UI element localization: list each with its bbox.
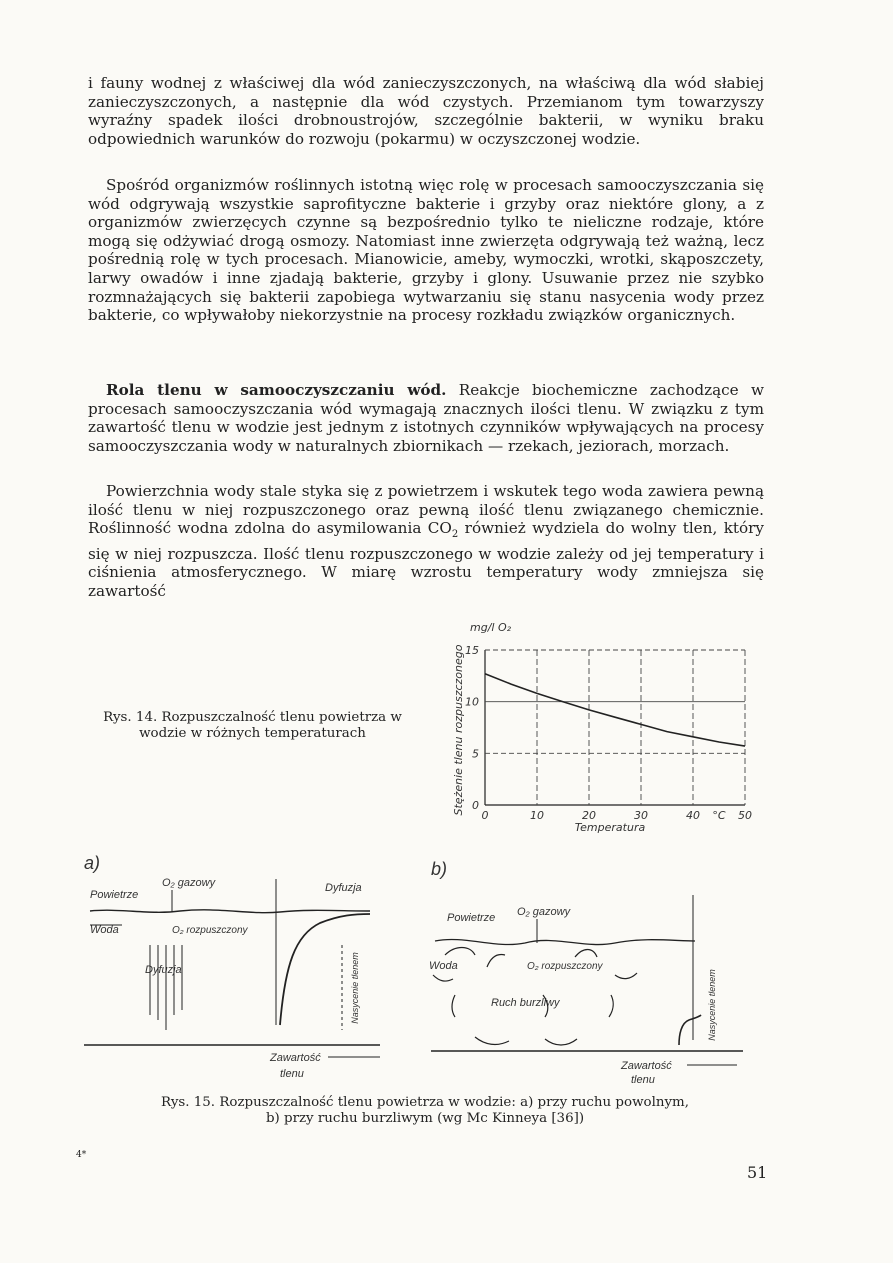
fig15a-diffusion-arrows [150, 945, 182, 1030]
fig15b-ruch: Ruch burzliwy [491, 997, 560, 1009]
paragraph-3 [88, 381, 764, 455]
page-number: 51 [747, 1163, 768, 1182]
fig15b-label: b) [431, 859, 448, 879]
figure-15-caption-line2: b) przy ruchu burzliwym (wg Mc Kinneya [36]) [265, 1111, 585, 1126]
chart-x-tick-label: 50 [738, 809, 752, 822]
paragraph-2 [88, 176, 764, 325]
paragraph-3-text: Reakcje biochemiczne zachodzące w procesach samooczyszczania wód wymagają znacznych ilości tlenu. W związku z tym zawartość tlenu w wodzie jest jednym z istotnych czynników wpływających na procesy samooczyszczania wody w naturalnych zbiornikach — rzekach, jeziorach, morzach. [88, 381, 764, 455]
chart-x-tick-label: 20 [582, 809, 596, 822]
fig15b-profile-curve [679, 1015, 701, 1045]
chart-x-tick-label: 0 [481, 809, 489, 822]
fig15a-powietrze: Powietrze [90, 889, 139, 901]
fig15a-o2-dissolved: O₂ rozpuszczony [172, 925, 248, 936]
figure-15-caption-line1: Rys. 15. Rozpuszczalność tlenu powietrza w wodzie: a) przy ruchu powolnym, [160, 1095, 690, 1110]
co2-subscript: 2 [451, 529, 459, 541]
figure-14-caption: Rys. 14. Rozpuszczalność tlenu powietrza w wodzie w różnych temperaturach [103, 710, 402, 741]
fig15b-o2-gas: O₂ gazowy [517, 906, 571, 918]
chart-series-line [485, 674, 745, 746]
figure-15a-diagram [80, 845, 400, 1080]
fig15a-dyfuzja-left: Dyfuzja [145, 964, 182, 976]
fig15a-zawartosc: Zawartość [270, 1052, 321, 1064]
chart-y-tick-label: 5 [472, 747, 479, 761]
chart-xlabel: Temperatura [574, 821, 646, 834]
fig15b-powietrze: Powietrze [447, 912, 496, 924]
chart-ticks [465, 644, 752, 822]
paragraph-4-text-b: również wydziela do wolny tlen, który się w niej rozpuszcza. Ilość tlenu rozpuszczonego w wodzie zależy od jej temperatury i ciśnienia atmosferycznego. W miarę wzrostu temperatury wody zmniejsza się zawartość [88, 519, 764, 600]
fig15a-o2-gas: O₂ gazowy [162, 877, 216, 889]
paragraph-2-text: Spośród organizmów roślinnych istotną więc rolę w procesach samooczyszczania się wód odgrywają wszystkie saprofityczne bakterie i grzyby oraz niektóre glony, a z organizmów zwierzęcych czynne są bezpośrednio tylko te nieliczne rodzaje, które mogą się odżywiać drogą osmozy. Natomiast inne zwierzęta odgrywają też ważną, lecz pośrednią rolę w tych procesach. Mianowicie, ameby, wymoczki, wrotki, skąposzczety, larwy owadów i inne zjadają bakterie, grzyby i glony. Usuwanie przez nie szybko rozmnażających się bakterii zapobiega wytwarzaniu się stanu nasycenia wody przez bakterie, co wpływałoby niekorzystnie na procesy rozkładu związków organicznych. [88, 176, 764, 325]
paragraph-1: i fauny wodnej z właściwej dla wód zanieczyszczonych, na właściwą dla wód słabiej zanieczyszczonych, a następnie dla wód czystych. Przemianom tym towarzyszy wyraźny spadek ilości drobnoustrojów, szczególnie bakterii, w wyniku braku odpowiednich warunków do rozwoju (pokarmu) w oczyszczonej wodzie. [88, 74, 764, 148]
chart-x-tick-label: 40 [686, 809, 700, 822]
paragraph-4 [88, 482, 764, 601]
section-heading: Rola tlenu w samooczyszczaniu wód. [106, 381, 447, 399]
chart-ylabel: Stężenie tlenu rozpuszczonego [452, 644, 465, 816]
fig15a-nasycenie: Nasycenie tlenem [350, 952, 360, 1024]
chart-x-tick-label: °C [712, 809, 726, 822]
chart-x-tick-label: 10 [530, 809, 544, 822]
fig15a-tlenu: tlenu [280, 1068, 304, 1080]
fig15b-woda: Woda [429, 960, 458, 972]
chart-grid [485, 650, 745, 805]
figure-14-chart [440, 615, 770, 835]
chart-x-tick-label: 30 [634, 809, 648, 822]
fig15a-label: a) [84, 853, 101, 873]
fig15a-woda: Woda [90, 924, 119, 936]
sheet-signature: 4* [76, 1150, 87, 1160]
figure-15b-diagram [425, 845, 755, 1085]
chart-y-tick-label: 15 [465, 644, 479, 657]
chart-y-tick-label: 0 [472, 799, 479, 812]
fig15b-zawartosc: Zawartość [621, 1060, 672, 1072]
figure-15-caption [80, 1095, 770, 1127]
fig15b-o2-dissolved: O₂ rozpuszczony [527, 961, 603, 972]
fig15b-surface [435, 939, 695, 944]
chart-y-tick-label: 10 [465, 695, 479, 709]
fig15a-dyfuzja-curve: Dyfuzja [325, 882, 362, 894]
fig15b-tlenu: tlenu [631, 1074, 655, 1085]
paragraph-4-text-a: Powierzchnia wody stale styka się z powietrzem i wskutek tego woda zawiera pewną ilość tlenu w niej rozpuszczonego oraz pewną ilość tlenu związanego chemicznie. Roślinność wodna zdolna do asymilowania CO [88, 482, 764, 538]
fig15b-nasycenie: Nasycenie tlenem [707, 969, 717, 1041]
fig15a-surface [90, 910, 370, 913]
chart-unit-label: mg/l O₂ [470, 621, 512, 634]
